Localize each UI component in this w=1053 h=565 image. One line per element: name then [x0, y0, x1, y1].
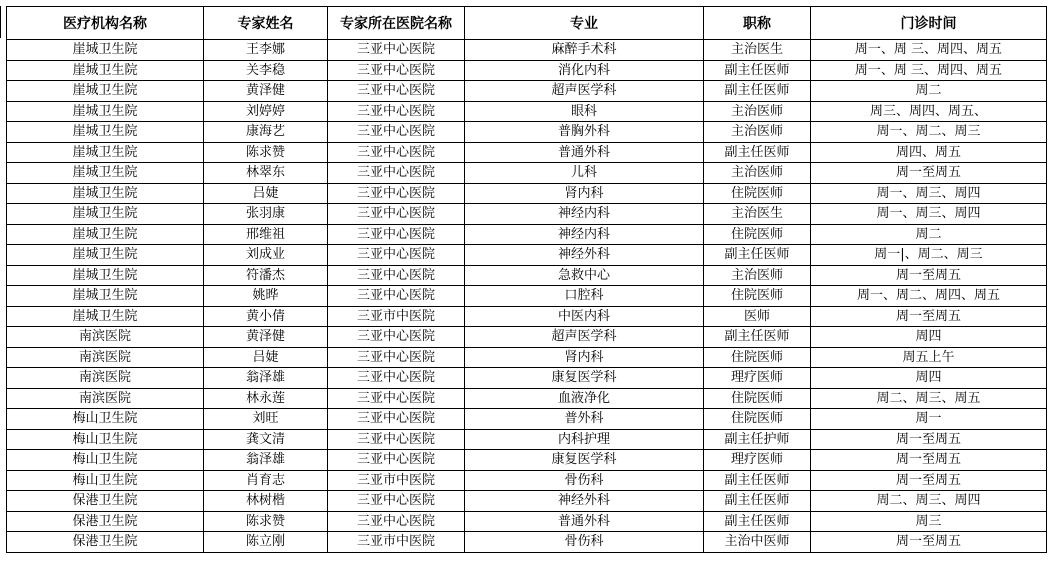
- clinic-time-cell: 周一、周二、周四、周五: [811, 286, 1047, 307]
- expert-name-cell: 翁泽雄: [204, 368, 328, 389]
- title-cell: 副主任医师: [704, 327, 811, 348]
- title-cell: 住院医师: [704, 409, 811, 430]
- institution-cell: 南滨医院: [7, 368, 204, 389]
- expert-name-cell: 刘婷婷: [204, 101, 328, 122]
- table-row: [7, 532, 1047, 553]
- title-cell: 主治医师: [704, 265, 811, 286]
- header-clinic-time: 门诊时间: [811, 7, 1047, 40]
- title-cell: 住院医师: [704, 347, 811, 368]
- specialty-cell: 血液净化: [465, 388, 704, 409]
- expert-name-cell: 刘旺: [204, 409, 328, 430]
- clinic-time-cell: 周一至周五: [811, 450, 1047, 471]
- institution-cell: 崖城卫生院: [7, 142, 204, 163]
- specialty-cell: 麻醉手术科: [465, 40, 704, 61]
- institution-cell: 崖城卫生院: [7, 81, 204, 102]
- title-cell: 医师: [704, 306, 811, 327]
- expert-hospital-cell: 三亚中心医院: [328, 60, 465, 81]
- title-cell: 副主任医师: [704, 142, 811, 163]
- clinic-time-cell: 周二、周三、周四: [811, 491, 1047, 512]
- expert-name-cell: 王李娜: [204, 40, 328, 61]
- expert-name-cell: 林翠东: [204, 163, 328, 184]
- expert-name-cell: 关李稳: [204, 60, 328, 81]
- expert-name-cell: 吕婕: [204, 347, 328, 368]
- expert-hospital-cell: 三亚中心医院: [328, 409, 465, 430]
- expert-name-cell: 陈求赞: [204, 142, 328, 163]
- expert-hospital-cell: 三亚中心医院: [328, 388, 465, 409]
- specialty-cell: 儿科: [465, 163, 704, 184]
- table-row: [7, 81, 1047, 102]
- clinic-time-cell: 周一、周三、周四: [811, 183, 1047, 204]
- table-row: [7, 429, 1047, 450]
- expert-hospital-cell: 三亚中心医院: [328, 81, 465, 102]
- expert-name-cell: 黄小倩: [204, 306, 328, 327]
- institution-cell: 南滨医院: [7, 347, 204, 368]
- table-row: [7, 347, 1047, 368]
- title-cell: 主治医师: [704, 163, 811, 184]
- table-row: [7, 470, 1047, 491]
- specialty-cell: 中医内科: [465, 306, 704, 327]
- specialty-cell: 普通外科: [465, 511, 704, 532]
- expert-name-cell: 姚晔: [204, 286, 328, 307]
- table-row: [7, 183, 1047, 204]
- institution-cell: 崖城卫生院: [7, 204, 204, 225]
- table-row: [7, 306, 1047, 327]
- clinic-time-cell: 周一至周五: [811, 163, 1047, 184]
- institution-cell: 崖城卫生院: [7, 101, 204, 122]
- title-cell: 理疗医师: [704, 450, 811, 471]
- title-cell: 副主任护师: [704, 429, 811, 450]
- expert-hospital-cell: 三亚中心医院: [328, 327, 465, 348]
- specialty-cell: 康复医学科: [465, 450, 704, 471]
- specialty-cell: 神经内科: [465, 224, 704, 245]
- table-row: [7, 368, 1047, 389]
- header-expert-name: 专家姓名: [204, 7, 328, 40]
- header-row: [7, 7, 1047, 40]
- institution-cell: 崖城卫生院: [7, 40, 204, 61]
- title-cell: 主治医生: [704, 204, 811, 225]
- expert-hospital-cell: 三亚市中医院: [328, 470, 465, 491]
- expert-hospital-cell: 三亚中心医院: [328, 347, 465, 368]
- expert-hospital-cell: 三亚中心医院: [328, 265, 465, 286]
- institution-cell: 梅山卫生院: [7, 450, 204, 471]
- clinic-time-cell: 周一至周五: [811, 306, 1047, 327]
- table-row: [7, 286, 1047, 307]
- header-specialty: 专业: [465, 7, 704, 40]
- expert-hospital-cell: 三亚市中医院: [328, 306, 465, 327]
- expert-name-cell: 邢维祖: [204, 224, 328, 245]
- specialty-cell: 神经外科: [465, 491, 704, 512]
- specialty-cell: 急救中心: [465, 265, 704, 286]
- institution-cell: 保港卫生院: [7, 532, 204, 553]
- specialty-cell: 消化内科: [465, 60, 704, 81]
- specialty-cell: 骨伤科: [465, 532, 704, 553]
- clinic-time-cell: 周二: [811, 81, 1047, 102]
- expert-hospital-cell: 三亚中心医院: [328, 122, 465, 143]
- clinic-time-cell: 周二、周三、周五: [811, 388, 1047, 409]
- institution-cell: 崖城卫生院: [7, 163, 204, 184]
- expert-name-cell: 林永莲: [204, 388, 328, 409]
- title-cell: 副主任医师: [704, 491, 811, 512]
- title-cell: 住院医师: [704, 286, 811, 307]
- table-row: [7, 142, 1047, 163]
- title-cell: 副主任医师: [704, 60, 811, 81]
- expert-hospital-cell: 三亚中心医院: [328, 224, 465, 245]
- title-cell: 住院医师: [704, 388, 811, 409]
- specialty-cell: 眼科: [465, 101, 704, 122]
- expert-name-cell: 张羽康: [204, 204, 328, 225]
- institution-cell: 崖城卫生院: [7, 224, 204, 245]
- specialty-cell: 骨伤科: [465, 470, 704, 491]
- institution-cell: 崖城卫生院: [7, 245, 204, 266]
- institution-cell: 崖城卫生院: [7, 265, 204, 286]
- clinic-time-cell: 周一、周二、周三: [811, 122, 1047, 143]
- title-cell: 住院医师: [704, 224, 811, 245]
- institution-cell: 南滨医院: [7, 327, 204, 348]
- institution-cell: 崖城卫生院: [7, 60, 204, 81]
- specialty-cell: 超声医学科: [465, 327, 704, 348]
- institution-cell: 崖城卫生院: [7, 306, 204, 327]
- clinic-time-cell: 周一至周五: [811, 429, 1047, 450]
- institution-cell: 崖城卫生院: [7, 183, 204, 204]
- table-row: [7, 204, 1047, 225]
- institution-cell: 崖城卫生院: [7, 122, 204, 143]
- expert-name-cell: 陈求赞: [204, 511, 328, 532]
- title-cell: 主治医生: [704, 40, 811, 61]
- clinic-time-cell: 周二: [811, 224, 1047, 245]
- table-body: [7, 40, 1047, 553]
- expert-name-cell: 林树楷: [204, 491, 328, 512]
- table-row: [7, 224, 1047, 245]
- left-border-mark: [0, 6, 1, 38]
- clinic-time-cell: 周一、周 三、周四、周五: [811, 60, 1047, 81]
- expert-schedule-table: [6, 6, 1047, 553]
- title-cell: 主治中医师: [704, 532, 811, 553]
- clinic-time-cell: 周一、周三、周四: [811, 204, 1047, 225]
- expert-hospital-cell: 三亚中心医院: [328, 101, 465, 122]
- table-row: [7, 60, 1047, 81]
- expert-name-cell: 翁泽雄: [204, 450, 328, 471]
- table-row: [7, 122, 1047, 143]
- expert-name-cell: 康海艺: [204, 122, 328, 143]
- institution-cell: 梅山卫生院: [7, 409, 204, 430]
- table-row: [7, 491, 1047, 512]
- title-cell: 住院医师: [704, 183, 811, 204]
- table-row: [7, 40, 1047, 61]
- institution-cell: 梅山卫生院: [7, 429, 204, 450]
- clinic-time-cell: 周一至周五: [811, 265, 1047, 286]
- specialty-cell: 康复医学科: [465, 368, 704, 389]
- specialty-cell: 普胸外科: [465, 122, 704, 143]
- header-expert-hospital: 专家所在医院名称: [328, 7, 465, 40]
- expert-hospital-cell: 三亚中心医院: [328, 40, 465, 61]
- specialty-cell: 神经外科: [465, 245, 704, 266]
- clinic-time-cell: 周一至周五: [811, 470, 1047, 491]
- specialty-cell: 肾内科: [465, 183, 704, 204]
- expert-name-cell: 刘成业: [204, 245, 328, 266]
- specialty-cell: 超声医学科: [465, 81, 704, 102]
- title-cell: 副主任医师: [704, 470, 811, 491]
- title-cell: 主治医师: [704, 122, 811, 143]
- expert-hospital-cell: 三亚中心医院: [328, 204, 465, 225]
- header-institution: 医疗机构名称: [7, 7, 204, 40]
- table-row: [7, 327, 1047, 348]
- header-title: 职称: [704, 7, 811, 40]
- clinic-time-cell: 周一|、周二、周三: [811, 245, 1047, 266]
- expert-hospital-cell: 三亚中心医院: [328, 286, 465, 307]
- expert-hospital-cell: 三亚中心医院: [328, 245, 465, 266]
- table-row: [7, 163, 1047, 184]
- expert-hospital-cell: 三亚市中医院: [328, 532, 465, 553]
- schedule-table-container: [6, 6, 1047, 553]
- specialty-cell: 普外科: [465, 409, 704, 430]
- specialty-cell: 肾内科: [465, 347, 704, 368]
- institution-cell: 保港卫生院: [7, 491, 204, 512]
- table-row: [7, 450, 1047, 471]
- institution-cell: 南滨医院: [7, 388, 204, 409]
- expert-hospital-cell: 三亚中心医院: [328, 491, 465, 512]
- expert-name-cell: 吕婕: [204, 183, 328, 204]
- expert-name-cell: 龚文清: [204, 429, 328, 450]
- title-cell: 副主任医师: [704, 81, 811, 102]
- clinic-time-cell: 周三、周四、周五、: [811, 101, 1047, 122]
- specialty-cell: 口腔科: [465, 286, 704, 307]
- clinic-time-cell: 周三: [811, 511, 1047, 532]
- expert-hospital-cell: 三亚中心医院: [328, 163, 465, 184]
- clinic-time-cell: 周四、周五: [811, 142, 1047, 163]
- specialty-cell: 普通外科: [465, 142, 704, 163]
- expert-hospital-cell: 三亚中心医院: [328, 368, 465, 389]
- institution-cell: 保港卫生院: [7, 511, 204, 532]
- table-row: [7, 511, 1047, 532]
- institution-cell: 崖城卫生院: [7, 286, 204, 307]
- clinic-time-cell: 周四: [811, 327, 1047, 348]
- expert-hospital-cell: 三亚中心医院: [328, 450, 465, 471]
- expert-name-cell: 陈立刚: [204, 532, 328, 553]
- specialty-cell: 神经内科: [465, 204, 704, 225]
- clinic-time-cell: 周四: [811, 368, 1047, 389]
- title-cell: 理疗医师: [704, 368, 811, 389]
- expert-hospital-cell: 三亚中心医院: [328, 511, 465, 532]
- expert-name-cell: 黄泽健: [204, 327, 328, 348]
- specialty-cell: 内科护理: [465, 429, 704, 450]
- table-row: [7, 101, 1047, 122]
- expert-hospital-cell: 三亚中心医院: [328, 429, 465, 450]
- clinic-time-cell: 周一: [811, 409, 1047, 430]
- title-cell: 副主任医师: [704, 245, 811, 266]
- expert-name-cell: 黄泽健: [204, 81, 328, 102]
- table-row: [7, 265, 1047, 286]
- expert-name-cell: 肖育志: [204, 470, 328, 491]
- table-row: [7, 388, 1047, 409]
- table-row: [7, 409, 1047, 430]
- institution-cell: 梅山卫生院: [7, 470, 204, 491]
- clinic-time-cell: 周五上午: [811, 347, 1047, 368]
- title-cell: 副主任医师: [704, 511, 811, 532]
- expert-hospital-cell: 三亚中心医院: [328, 142, 465, 163]
- clinic-time-cell: 周一、周 三、周四、周五: [811, 40, 1047, 61]
- table-row: [7, 245, 1047, 266]
- expert-hospital-cell: 三亚中心医院: [328, 183, 465, 204]
- expert-name-cell: 符潘杰: [204, 265, 328, 286]
- title-cell: 主治医师: [704, 101, 811, 122]
- clinic-time-cell: 周一至周五: [811, 532, 1047, 553]
